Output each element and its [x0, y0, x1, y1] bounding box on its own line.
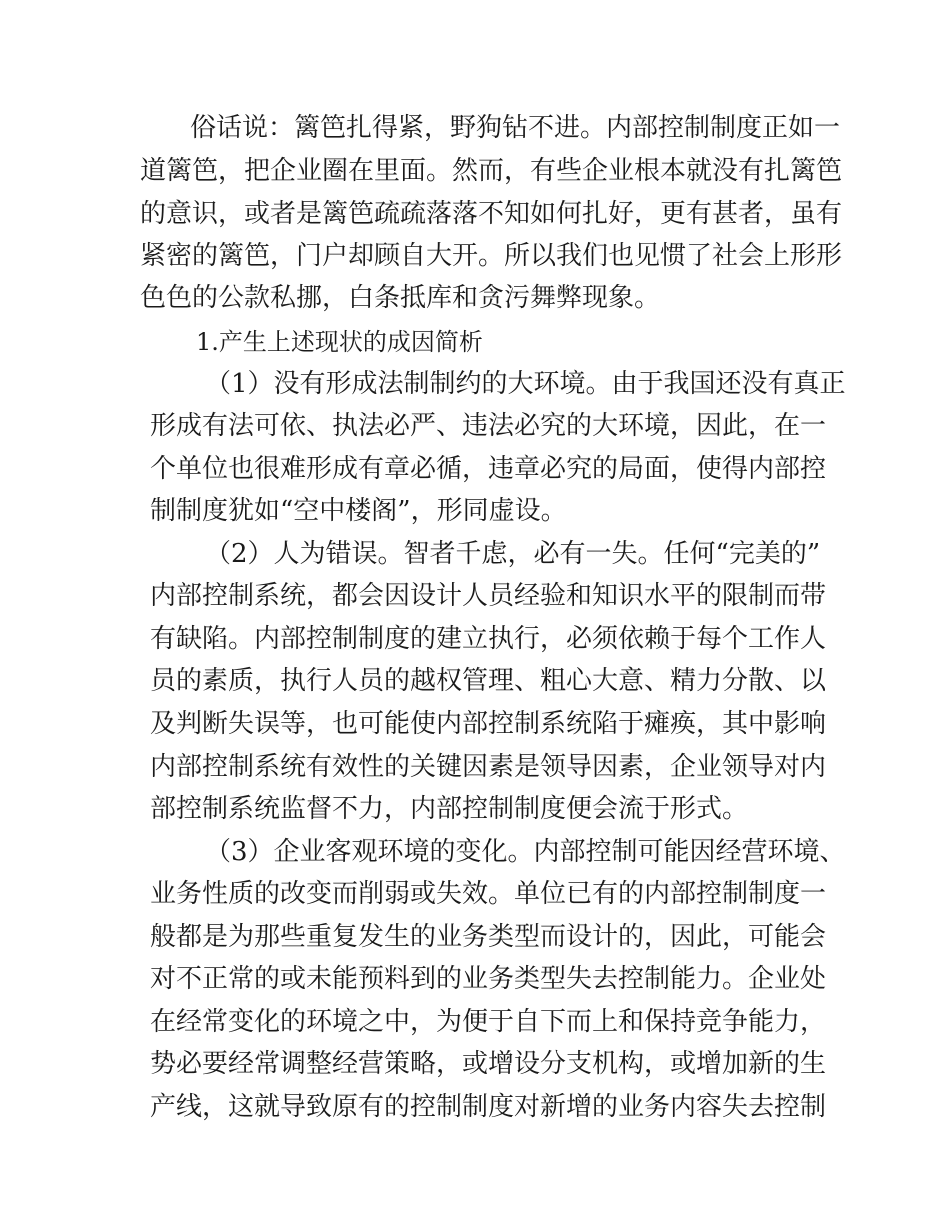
text-line: 紧密的篱笆，门户却顾自大开。所以我们也见惯了社会上形形: [140, 241, 843, 271]
text-line: 对不正常的或未能预料到的业务类型失去控制能力。企业处: [150, 964, 827, 994]
text-line: 势必要经常调整经营策略，或增设分支机构，或增加新的生: [150, 1049, 827, 1079]
text-line: 色色的公款私挪，白条抵库和贪污舞弊现象。: [140, 283, 661, 313]
text-line: 制制度犹如“空中楼阁”，形同虚设。: [150, 496, 567, 526]
text-line: 内部控制系统有效性的关键因素是领导因素，企业领导对内: [150, 752, 827, 782]
text-line: 的意识，或者是篱笆疏疏落落不知如何扎好，更有甚者，虽有: [140, 199, 843, 229]
text-line: 员的素质，执行人员的越权管理、粗心大意、精力分散、以: [150, 666, 827, 696]
text-line: 有缺陷。内部控制制度的建立执行，必须依赖于每个工作人: [150, 624, 827, 654]
text-line: 个单位也很难形成有章必循，违章必究的局面，使得内部控: [150, 454, 827, 484]
text-line: 在经常变化的环境之中，为便于自下而上和保持竞争能力，: [150, 1007, 827, 1037]
text-line: 形成有法可依、执法必严、违法必究的大环境，因此，在一: [150, 411, 827, 441]
text-line: （2）人为错误。智者千虑，必有一失。任何“完美的”: [205, 539, 821, 569]
text-line: 道篱笆，把企业圈在里面。然而，有些企业根本就没有扎篱笆: [140, 156, 843, 186]
text-line: 业务性质的改变而削弱或失效。单位已有的内部控制制度一: [150, 879, 827, 909]
text-line: （1）没有形成法制制约的大环境。由于我国还没有真正: [205, 369, 846, 399]
text-line: 及判断失误等，也可能使内部控制系统陷于瘫痪，其中影响: [150, 709, 827, 739]
text-line: 俗话说：篱笆扎得紧，野狗钻不进。内部控制制度正如一: [190, 113, 841, 143]
section-heading: 1.产生上述现状的成因简析: [196, 328, 483, 356]
text-line: 内部控制系统，都会因设计人员经验和知识水平的限制而带: [150, 581, 827, 611]
text-line: 般都是为那些重复发生的业务类型而设计的，因此，可能会: [150, 922, 827, 952]
text-line: （3）企业客观环境的变化。内部控制可能因经营环境、: [205, 837, 846, 867]
text-line: 部控制系统监督不力，内部控制制度便会流于形式。: [150, 794, 749, 824]
text-line: 产线，这就导致原有的控制制度对新增的业务内容失去控制: [150, 1092, 827, 1122]
